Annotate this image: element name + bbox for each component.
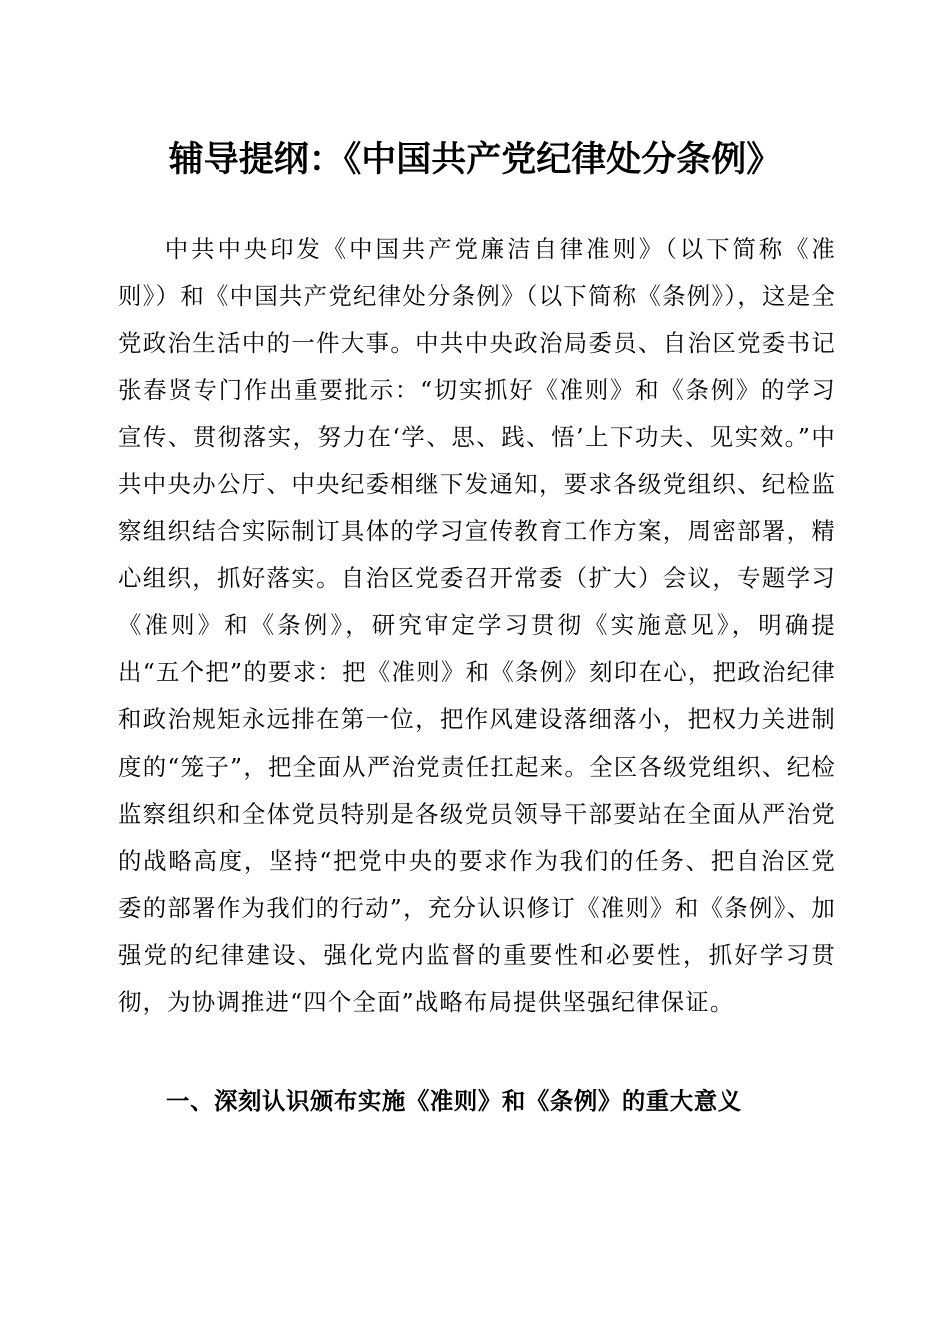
section-heading: 一、深刻认识颁布实施《准则》和《条例》的重大意义 bbox=[166, 1087, 742, 1115]
document-title: 辅导提纲：《中国共产党纪律处分条例》 bbox=[168, 140, 782, 180]
intro-paragraph: 中共中央印发《中国共产党廉洁自律准则》（以下简称《准则》）和《中国共产党纪律处分条例》（以下简称《条例》），这是全党政治生活中的一件大事。中共中央政治局委员、自治区党委书记张春贤专门作出重要批示：“切实抓好《准则》和《条例》的学习宣传、贯彻落实，努力在‘学、思、践、悟’上下功夫、见实效。”中共中央办公厅、中央纪委相继下发通知，要求各级党组织、纪检监察组织结合实际制订具体的学习宣传教育工作方案，周密部署，精心组织，抓好落实。自治区党委召开常委（扩大）会议，专题学习《准则》和《条例》，研究审定学习贯彻《实施意见》，明确提出“五个把”的要求：把《准则》和《条例》刻印在心，把政治纪律和政治规矩永远排在第一位，把作风建设落细落小，把权力关进制度的“笼子”，把全面从严治党责任扛起来。全区各级党组织、纪检监察组织和全体党员特别是各级党员领导干部要站在全面从严治党的战略高度，坚持“把党中央的要求作为我们的任务、把自治区党委的部署作为我们的行动”，充分认识修订《准则》和《条例》、加强党的纪律建设、强化党内监督的重要性和必要性，抓好学习贯彻，为协调推进“四个全面”战略布局提供坚强纪律保证。 bbox=[118, 235, 836, 1016]
